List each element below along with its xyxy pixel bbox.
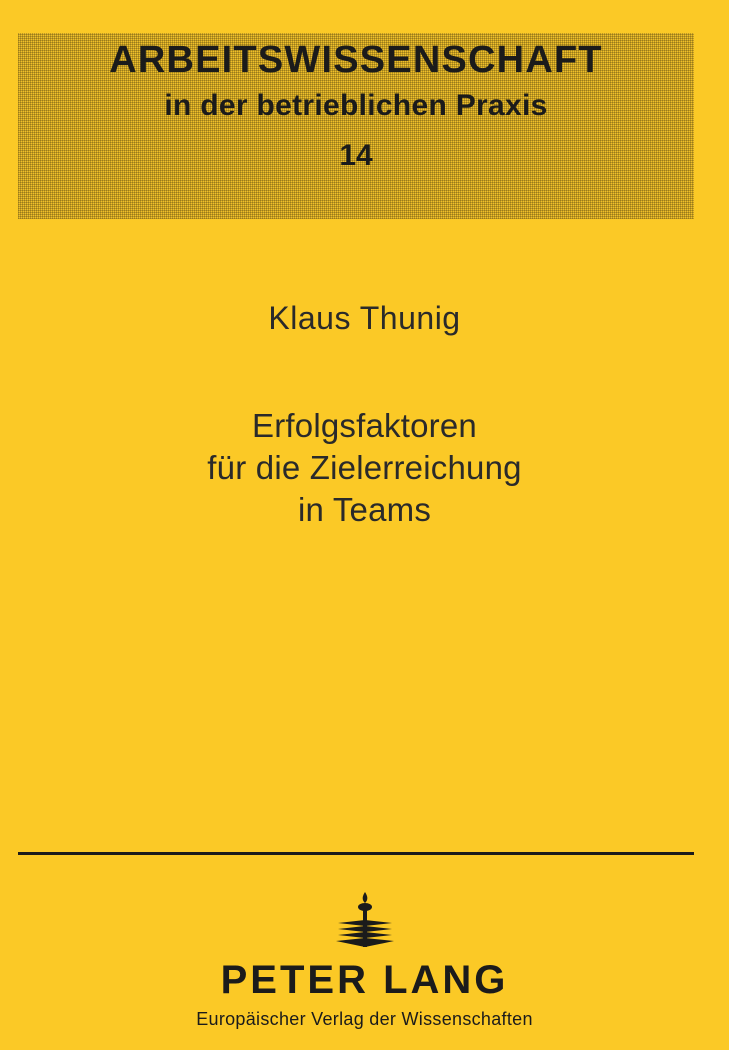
publisher-subtitle: Europäischer Verlag der Wissenschaften xyxy=(196,1009,533,1029)
book-title-line-3: in Teams xyxy=(297,491,432,529)
book-title-line-1: Erfolgsfaktoren xyxy=(252,407,477,444)
horizontal-divider-rule xyxy=(18,852,694,855)
series-header-band xyxy=(18,33,694,219)
publisher-block xyxy=(0,890,729,1030)
author-name: Klaus Thunig xyxy=(268,300,461,336)
book-title-line-2: für die Zielerreichung xyxy=(207,449,522,487)
peter-lang-torch-book-logo xyxy=(332,890,398,952)
book-title xyxy=(0,405,729,532)
publisher-name: PETER LANG xyxy=(220,958,509,1002)
series-title: ARBEITSWISSENSCHAFT xyxy=(109,39,603,81)
series-volume-number: 14 xyxy=(339,138,373,172)
series-subtitle: in der betrieblichen Praxis xyxy=(164,88,548,122)
